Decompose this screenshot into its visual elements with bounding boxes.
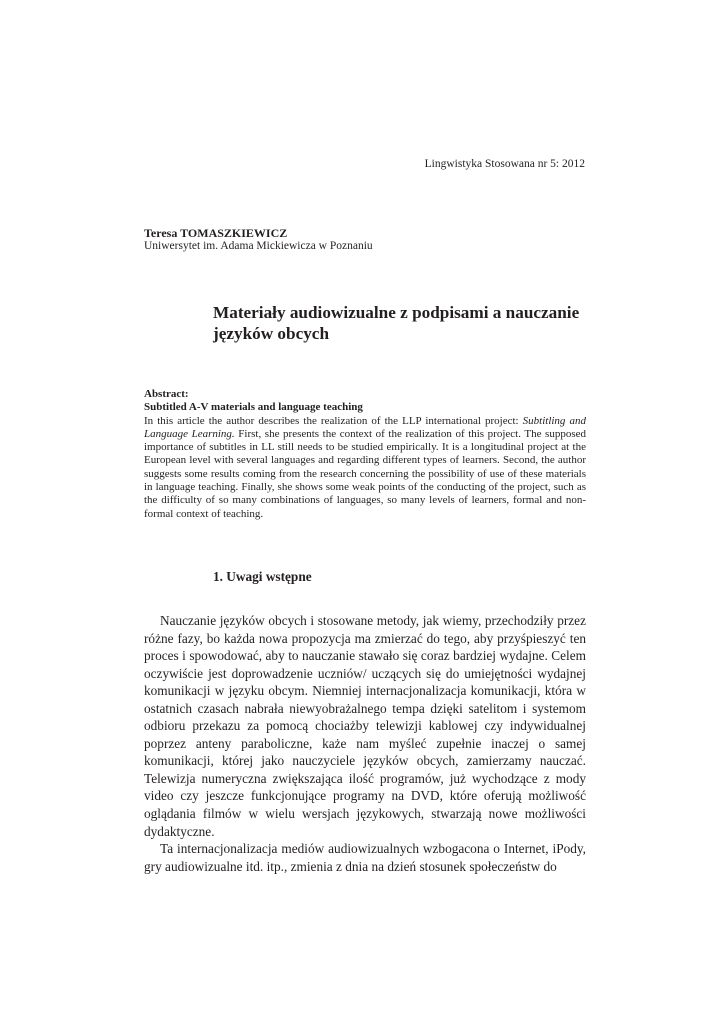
abstract-text-part-2: First, she presents the context of the realization of this project. The supposed importance of subtitles in LL still needs to be studied empirically. It is a longitudinal project at the European level with several languages and regarding different types of learners. Second, the author suggests some results coming from the research concerning the possibility of use of these materials in language teaching. Finally, she shows some weak points of the conducting of the project, such as the difficulty of so many combinations of languages, so many levels of learners, formal and non-formal context of teaching. — [144, 427, 586, 520]
paper-title: Materiały audiowizualne z podpisami a nauczanie języków obcych — [213, 303, 580, 343]
author-name: Teresa TOMASZKIEWICZ — [144, 226, 288, 240]
author-block — [144, 226, 584, 253]
journal-header: Lingwistyka Stosowana nr 5: 2012 — [424, 158, 585, 170]
abstract-project-name: Subtitling and Language Learning. — [144, 414, 587, 440]
abstract-text-part-1: In this article the author describes the realization of the LLP international project: — [144, 414, 523, 427]
abstract-block — [144, 388, 586, 521]
section-heading: 1. Uwagi wstępne — [213, 569, 312, 584]
body-text — [144, 612, 586, 875]
abstract-heading: Abstract: — [144, 388, 189, 400]
author-affiliation: Uniwersytet im. Adama Mickiewicza w Poznaniu — [144, 240, 373, 252]
body-paragraph: Nauczanie języków obcych i stosowane metody, jak wiemy, przechodziły przez różne fazy, bo każda nowa propozycja ma zmierzać do tego, aby przyśpieszyć ten proces i spowodować, aby to nauczanie stawało się coraz bardziej wydajne. Celem oczywiście jest doprowadzenie uczniów/ uczących się do umiejętności wydajnej komunikacji w języku obcym. Niemniej internacjonalizacja komunikacji, która w ostatnich czasach nabrała niewyobrażalnego tempa dzięki satelitom i systemom odbioru przekazu za pomocą chociażby telewizji kablowej czy indywidualnej poprzez anteny paraboliczne, każe nam myśleć zupełnie inaczej o samej komunikacji, której jako nauczyciele języków obcych, zamierzamy nauczać. Telewizja numeryczna zwiększająca ilość programów, już wychodzące z mody video czy jeszcze funkcjonujące programy na DVD, które oferują możliwość oglądania filmów w wielu wersjach językowych, stwarzają nowe możliwości dydaktyczne. — [144, 613, 586, 839]
abstract-body — [144, 415, 586, 521]
abstract-subtitle: Subtitled A-V materials and language teaching — [144, 401, 363, 414]
body-paragraph: Ta internacjonalizacja mediów audiowizualnych wzbogacona o Internet, iPody, gry audiowizualne itd. itp., zmienia z dnia na dzień stosunek społeczeństw do — [144, 841, 586, 874]
